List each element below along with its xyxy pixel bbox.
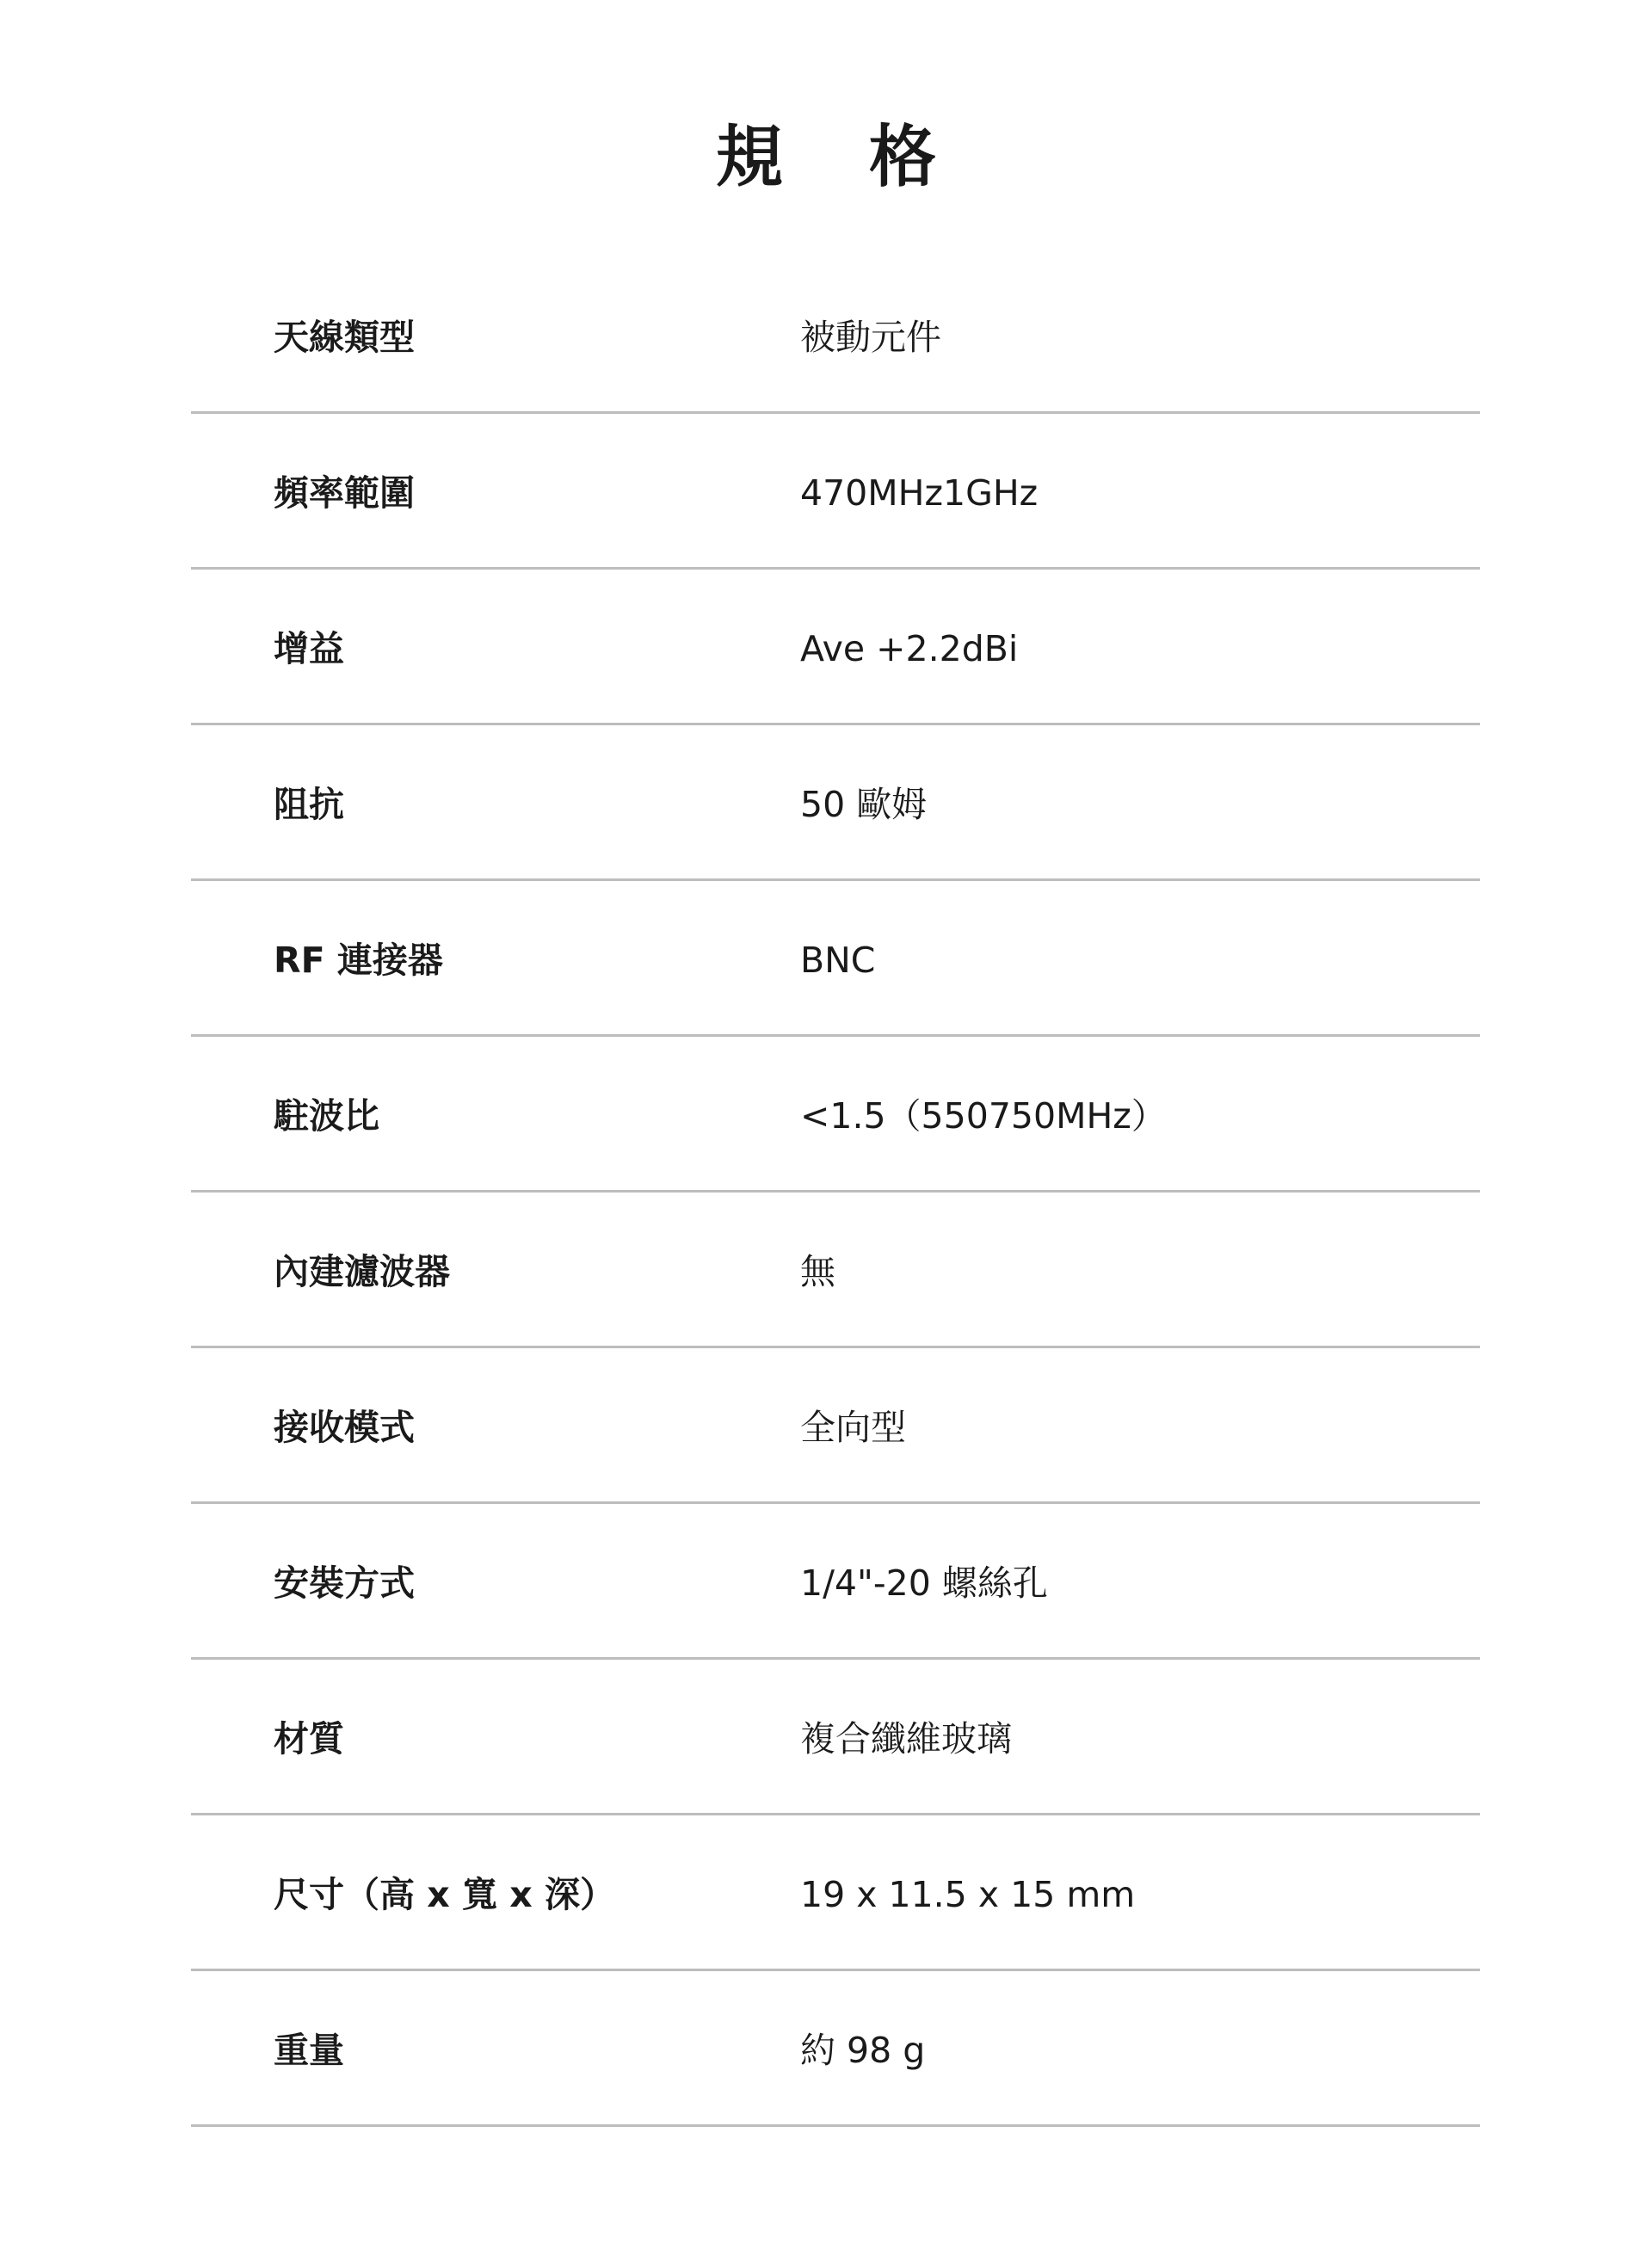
page-title: 規格 xyxy=(715,119,1022,196)
spec-value: 470MHz1GHz xyxy=(800,472,1039,514)
spec-value: 約 98 g xyxy=(800,2030,926,2071)
spec-value: 複合纖維玻璃 xyxy=(800,1718,1012,1760)
spec-label: 接收模式 xyxy=(274,1407,415,1448)
spec-label: 重量 xyxy=(274,2030,344,2071)
spec-value: 無 xyxy=(800,1251,835,1292)
spec-row-vswr xyxy=(191,1037,1480,1193)
spec-value: Ave +2.2dBi xyxy=(800,628,1019,669)
spec-label: RF 連接器 xyxy=(274,940,443,981)
spec-row-reception-pattern xyxy=(191,1348,1480,1504)
spec-value: 全向型 xyxy=(800,1407,906,1448)
spec-row-dimensions xyxy=(191,1815,1480,1971)
spec-value: BNC xyxy=(800,940,876,981)
spec-label: 內建濾波器 xyxy=(274,1251,450,1292)
spec-label: 尺寸（高 x 寬 x 深） xyxy=(274,1874,615,1915)
spec-label: 駐波比 xyxy=(274,1095,379,1137)
spec-row-mounting xyxy=(191,1504,1480,1660)
spec-row-antenna-type xyxy=(191,258,1480,414)
spec-row-rf-connector xyxy=(191,881,1480,1037)
spec-label: 天線類型 xyxy=(274,317,415,358)
spec-row-weight xyxy=(191,1971,1480,2127)
spec-table xyxy=(191,258,1480,2127)
spec-value: 被動元件 xyxy=(800,317,941,358)
spec-row-frequency-range xyxy=(191,414,1480,570)
spec-label: 增益 xyxy=(274,628,344,669)
spec-row-material xyxy=(191,1660,1480,1815)
spec-label: 頻率範圍 xyxy=(274,472,415,514)
spec-value: 19 x 11.5 x 15 mm xyxy=(800,1874,1136,1915)
spec-row-impedance xyxy=(191,725,1480,881)
spec-label: 安裝方式 xyxy=(274,1562,415,1604)
spec-row-built-in-filter xyxy=(191,1193,1480,1348)
spec-label: 阻抗 xyxy=(274,784,344,825)
spec-value: <1.5（550750MHz） xyxy=(800,1095,1167,1137)
spec-value: 50 歐姆 xyxy=(800,784,928,825)
spec-value: 1/4"-20 螺絲孔 xyxy=(800,1562,1048,1604)
spec-label: 材質 xyxy=(274,1718,344,1760)
spec-row-gain xyxy=(191,570,1480,725)
